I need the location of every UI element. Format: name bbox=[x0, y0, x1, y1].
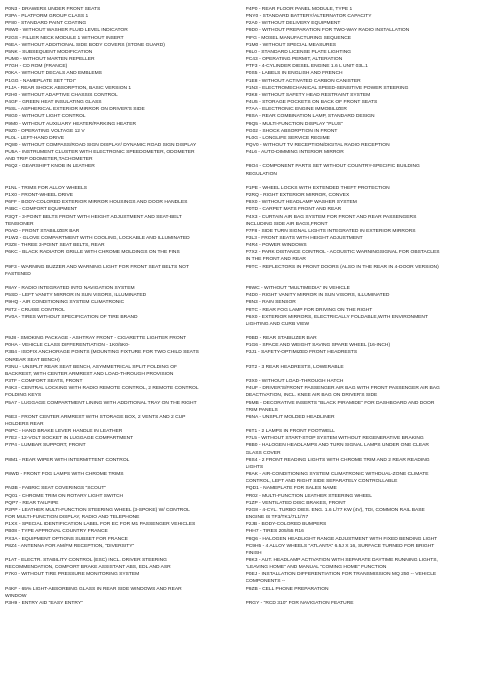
option-line: P6NA - UNSPLIT MOLDED HEADLINER bbox=[245, 414, 335, 420]
option-line: P8S4 - 2 FRONT READING LIGHTS WITH CHROME TRIM AND 2 REAR READING bbox=[245, 457, 430, 463]
option-line: P1NL - TRIMS FOR ALLOY WHEELS bbox=[5, 185, 87, 191]
option-line: P3B4 - ISOFIX ANCHORAGE POINTS (MOUNTING FIXTURE FOR TWO CHILD SEATS bbox=[5, 350, 199, 356]
option-line: P0N3 - DRAWERS UNDER FRONT SEATS bbox=[5, 7, 101, 12]
option-line: P3NU - UNSPLIT REAR SEAT BENCH, ASYMMETRICAL SPLIT FOLDING OF bbox=[5, 364, 178, 370]
option-line: P4BC - COMFORT EQUIPMENT bbox=[5, 207, 78, 213]
option-line: P6L0 - STANDARD LICENSE PLATE LIGHTING bbox=[245, 49, 352, 55]
option-block bbox=[5, 335, 482, 607]
option-line: P4X3 - CURTAIN AIR BAG SYSTEM FOR FRONT AND REAR PASSENGERS bbox=[245, 214, 417, 220]
option-line: P5SL - ASPHERICAL EXTERIOR MIRROR ON DRIVER'S SIDE bbox=[5, 107, 145, 113]
option-line: P5MB - DECORATIVE INSERTS "BLACK PIRAMIDE" FOR DASHBOARD AND DOOR bbox=[245, 400, 435, 406]
option-line: P8T2 - CRUISE CONTROL bbox=[5, 307, 65, 313]
option-line: DEACTIVATION, INCL. KNEE AIR BAG ON DRIVER'S SIDE bbox=[245, 393, 378, 399]
option-line: PQV0 - WITHOUT TV RECEPTION/DIGITAL RADIO RECEPTION bbox=[245, 142, 390, 148]
option-line: P9J8 - SMOKING PACKAGE - ASHTRAY FRONT - CIGARETTE LIGHTER FRONT bbox=[5, 336, 187, 342]
option-line: P7GH - CD ROM (FRANCE) bbox=[5, 64, 68, 70]
option-line: P9Z0 - OPERATING VOLTAGE 12 V bbox=[5, 128, 85, 134]
option-line: P9Q5 - MULTI-FUNCTION DISPLAY "PLUS" bbox=[245, 121, 343, 127]
option-line: P3T2 - 3 REAR HEADRESTS, LOWERABLE bbox=[245, 364, 344, 370]
option-line: COMPONENTS -- bbox=[245, 579, 286, 585]
option-line: PG02 - SHOCK ABSORPTION IN FRONT bbox=[245, 128, 338, 134]
option-line: RECOMMENDATION, COMFORT BRAKE ASSISTANT ABS, EDL AND ASR bbox=[5, 565, 171, 571]
option-line: P1G6 - SPACE AND WEIGHT SAVING SPARE WHEEL (16-INCH) bbox=[245, 343, 391, 349]
option-line: P8B0 - HALOGEN HEADLAMPS AND TURN SIGNAL LAMPS UNDER ONE CLEAR bbox=[245, 443, 429, 449]
option-line: P0BD - REAR STABILIZER BAR bbox=[245, 336, 317, 342]
option-line: P4UF - DRIVER'S/FRONT PASSENGER AIR BAG WITH FRONT PASSENGER AIR BAG bbox=[245, 386, 440, 392]
option-line: P4D0 - RIGHT VANITY MIRROR IN SUN VISORS, ILLUMINATED bbox=[245, 293, 390, 299]
option-line: P2GS - FILLER NECK MODULE 1 WITHOUT INSERT bbox=[5, 35, 124, 41]
option-line: P9ZB - CELL PHONE PREPARATION bbox=[245, 586, 329, 592]
option-line: P3QT - 3-POINT BELTS FRONT WITH HEIGHT ADJUSTMENT AND SEAT-BELT bbox=[5, 214, 182, 220]
blank-line bbox=[5, 464, 239, 471]
option-line: BACKREST, WITH CENTER ARMREST AND LOAD-THROUGH PROVISION bbox=[5, 371, 174, 377]
option-line: P2A0 - WITHOUT DELIVERY EQUIPMENT bbox=[245, 21, 341, 27]
option-line: P1X0 - FRONT-WHEEL DRIVE bbox=[5, 193, 74, 199]
option-line: PTF3 - 4-CYLINDER DIESEL ENGINE 1.6 L UNIT 03L.1 bbox=[245, 64, 368, 70]
option-line: P6KC - BLACK RADIATOR GRILLE WITH CHROME MOLDINGS ON THE FINS bbox=[5, 250, 180, 256]
option-line: P6E3 - FRONT CENTER ARMREST WITH STORAGE BOX, 2 VENTS AND 2 CUP bbox=[5, 414, 186, 420]
blank-line bbox=[5, 256, 239, 263]
option-line: PC9H5 - 4 ALLOY WHEELS "ATLANTA" 6.5J X 16, SURFACE TURNED FOR BRIGHT bbox=[245, 543, 435, 549]
option-line: LIGHTING AND CURB VIEW bbox=[245, 321, 310, 327]
option-line: P8TC - REAR FOG LAMP FOR DRIVING ON THE RIGHT bbox=[245, 307, 373, 313]
option-line: P9M0 - WITHOUT AUXILIARY HEATER/PARKING HEATER bbox=[5, 121, 136, 127]
left-column bbox=[5, 335, 244, 607]
option-line: HOLDERS REAR bbox=[5, 422, 44, 428]
option-line: P1N3 - ELECTROMECHANICAL SPEED-SENSITIVE POWER STEERING bbox=[245, 85, 409, 91]
option-line: TENSIONER bbox=[5, 221, 34, 227]
option-line: P3L3 - FRONT SEATS WITH HEIGHT ADJUSTMENT bbox=[245, 235, 363, 241]
option-line: P8Z4 - ANTENNA FOR AM/FM RECEPTION, "DIVERSITY" bbox=[5, 543, 135, 549]
option-line: P1PE - WHEEL LOCKS WITH EXTENDED THEFT PROTECTION bbox=[245, 185, 390, 191]
option-line: P5A7 - LUGGAGE COMPARTMENT LINING WITH ADDITIONAL TRAY ON THE RIGHT bbox=[5, 400, 197, 406]
right-column bbox=[244, 285, 483, 328]
option-line: P8Q6 - HALOGEN HEADLIGHT RANGE ADJUSTMENT WITH FIXED BENDING LIGHT bbox=[245, 536, 438, 542]
option-line: P1W2 - GLOVE COMPARTMENT WITH COOLING, LOCKABLE AND ILLUMINATED bbox=[5, 235, 190, 241]
option-block bbox=[5, 185, 482, 278]
option-line: P1M0 - WITHOUT SPECIAL MEASURES bbox=[245, 42, 336, 48]
option-line: P8N3 - RAIN SENSOR bbox=[245, 300, 296, 306]
option-line: P5NK - SUBSEQUENT MODIFICATION bbox=[5, 49, 93, 55]
option-line: PUM0 - WITHOUT MARTEN REPELLER bbox=[5, 57, 95, 63]
option-line: P8O4 - COMPONENT PARTS SET WITHOUT COUNTRY-SPECIFIC BUILDING bbox=[245, 164, 420, 170]
left-column bbox=[5, 6, 244, 178]
option-line: FINISH bbox=[245, 550, 262, 556]
blank-line bbox=[246, 421, 483, 428]
option-line: P7P4 - LUMBAR SUPPORT, FRONT bbox=[5, 443, 86, 449]
option-line: P0AD - FRONT STABILIZER BAR bbox=[5, 228, 80, 234]
option-line: P8AK - AIR-CONDITIONING SYSTEM CLIMATRONIC WITHDUAL-ZONE CLIMATE bbox=[245, 472, 429, 478]
option-line: P7L5 - WITHOUT START-STOP SYSTEM WITHOUT REGENERATIVE BRAKING bbox=[245, 436, 424, 442]
option-line: P9F3 - WARNING BUZZER AND WARNING LIGHT FOR FRONT SEAT BELTS NOT bbox=[5, 264, 189, 270]
option-line: "LEAVING HOME" AND MANUAL "COMING HOME" FUNCTION bbox=[245, 565, 387, 571]
option-line: P7K0 - WITHOUT TIRE PRESSURE MONITORING SYSTEM bbox=[5, 572, 140, 578]
option-line: AND TRIP ODOMETER,TACHOMETER bbox=[5, 157, 93, 163]
blank-line bbox=[246, 371, 483, 378]
blank-line bbox=[246, 357, 483, 364]
option-line: P4P0 - REAR FLOOR PANEL MODULE, TYPE 1 bbox=[245, 7, 353, 12]
option-line: IN THE FRONT AND REAR bbox=[245, 257, 306, 263]
option-line: P3PA - PLATFORM GROUP CLASS 1 bbox=[5, 14, 89, 20]
option-line: P8WD - FRONT FOG LAMPS WITH CHROME TRIMS bbox=[5, 472, 124, 478]
option-line: FASTENED bbox=[5, 271, 31, 277]
option-line: PR02 - MULTI-FUNCTION LEATHER STEERING WHEEL bbox=[245, 493, 372, 499]
option-line: P2PP - LEATHER MULTI-FUNCTION STEERING WHEEL (3-SPOKE) W/ CONTROL bbox=[5, 507, 190, 513]
option-line: PX3A - EQUIPMENT OPTIONS SUBSET FOR FRANCE bbox=[5, 536, 128, 542]
option-line: WINDOW bbox=[5, 593, 27, 599]
option-line: P4R4 - POWER WINDOWS bbox=[245, 243, 307, 249]
blank-line bbox=[5, 550, 239, 557]
option-line: P8SA - REAR COMBINATION LAMP, STANDARD DESIGN bbox=[245, 114, 375, 120]
option-line: P3J1 - SAFETY-OPTIMIZED FRONT HEADRESTS bbox=[245, 350, 358, 356]
option-line: P9D0 - WITHOUT PREPARATION FOR TWO-WAY RADIO INSTALLATION bbox=[245, 28, 410, 34]
option-block bbox=[5, 6, 482, 178]
option-line: P0TD - CARPET MATS FRONT AND REAR bbox=[245, 207, 342, 213]
left-column bbox=[5, 285, 244, 328]
option-line: P4U5 - STORAGE POCKETS ON BACK OF FRONT SEATS bbox=[245, 100, 378, 106]
option-line: P2RQ - RIGHT EXTERIOR MIRROR, CONVEX bbox=[245, 193, 350, 199]
block-spacer bbox=[5, 278, 482, 285]
option-line: P3H9 - ENTRY AID "EASY ENTRY" bbox=[5, 600, 83, 606]
option-line: PRGY - "RCD 310" FOR NAVIGATION FEATURE bbox=[245, 600, 354, 606]
option-line: PN3B - FABRIC SEAT COVERINGS "SCOUT" bbox=[5, 486, 107, 492]
option-line: GLASS COVER bbox=[245, 450, 281, 456]
option-line: P9TC - REFLECTORS IN FRONT DOORS (ALSO IN THE REAR IN 4-DOOR VERSION) bbox=[245, 264, 439, 270]
option-line: P1JA - REAR SHOCK ABSORPTION, BASIC VERSION 1 bbox=[5, 85, 132, 91]
option-line: P0S5 - LABELS IN ENGLISH AND FRENCH bbox=[245, 71, 343, 77]
option-line: PQ01 - CHROME TRIM ON ROTARY LIGHT SWITCH bbox=[5, 493, 124, 499]
option-line: P7F8 - SIDE TURN SIGNAL LIGHTS INTEGRATED IN EXTERIOR MIRRORS bbox=[245, 228, 416, 234]
option-line: P0EJ - INSTALLATION DIFFERENTIATION FOR TRANSMISSION MQ 250 -- VEHICLE bbox=[245, 572, 437, 578]
option-line: ONREAR SEAT BENCH) bbox=[5, 357, 60, 363]
option-line: PL0G - LONGLIFE SERVICE REGIME bbox=[245, 135, 330, 141]
option-line: P3X0 - WITHOUT LOAD-THROUGH HATCH bbox=[245, 379, 344, 385]
option-line: P3TF - COMFORT SEATS, FRONT bbox=[5, 379, 83, 385]
option-line: FOR MULTI-FUNCTION DISPLAY, RADIO AND TELEPHONE bbox=[5, 515, 140, 521]
option-line: FOLDING KEYS bbox=[5, 393, 42, 399]
option-line: P9WC - WITHOUT "MULTIMEDIA" IN VEHICLE bbox=[245, 286, 350, 292]
option-line: P0KA - WITHOUT DECALS AND EMBLEMS bbox=[5, 71, 102, 77]
option-line: P6PC - HAND BRAKE LEVER HANDLE IN LEATHER bbox=[5, 429, 123, 435]
option-line: PF80 - STANDARD PAINT COATING bbox=[5, 21, 87, 27]
option-line: PIFG - MOSEL MANUFACTURING SEQUENCE bbox=[245, 35, 352, 41]
option-line: TRIM PANELS bbox=[245, 407, 278, 413]
option-line: P4L6 - AUTO-DIMMING INTERIOR MIRROR bbox=[245, 150, 344, 156]
option-line: P8K3 - AUT. HEADLAMP ACTIVATION WITH SEPARATE DAYTIME RUNNING LIGHTS, bbox=[245, 557, 438, 563]
option-line: P2H0 - WITHOUT ADAPTIVE CHASSIS CONTROL bbox=[5, 92, 118, 98]
equipment-code-list bbox=[5, 6, 482, 607]
option-line: PC43 - OPERATING PERMIT, ALTERATION bbox=[245, 57, 343, 63]
option-line: PQ80 - WITHOUT COMPASS/ROAD SIGN DISPLAY/ DYNAMIC ROAD SIGN DISPLAY bbox=[5, 142, 197, 148]
option-line: CONTROL, LEFT AND RIGHT SIDE SEPARATELY CONTROLLABLE bbox=[245, 479, 398, 485]
option-line: P7E2 - 12-VOLT SOCKET IN LUGGAGE COMPARTMENT bbox=[5, 436, 134, 442]
option-line: P2G8 - 4-CYL. TURBO DIES. ENG. 1.6 L/77 KW (4V), TDI, COMMON RAIL BASE bbox=[245, 507, 425, 513]
option-line: PQP7 - REAR TAILPIPE bbox=[5, 500, 59, 506]
blank-line bbox=[5, 578, 239, 585]
option-line: P1GG - NAMEPLATE SET "TDI" bbox=[5, 78, 76, 84]
option-line: P8AY - RADIO INTEGRATED INTO NAVIGATION SYSTEM bbox=[5, 286, 135, 292]
option-line: PB08 - TYPE APPROVAL COUNTRY FRANCE bbox=[5, 529, 108, 535]
option-line: ENGINE IS TF3/TK1/7L1/7I7 bbox=[245, 515, 309, 521]
option-line: P1ZP - VENTILATED DISC BRAKES, FRONT bbox=[245, 500, 346, 506]
option-line: LIGHTS bbox=[245, 464, 264, 470]
option-line: PQD1 - NAMEPLATE FOR SALES NAME bbox=[245, 486, 337, 492]
option-line: P4K3 - CENTRAL LOCKING WITH RADIO REMOTE CONTROL, 2 REMOTE CONTROL bbox=[5, 386, 199, 392]
option-line: P1E8 - WITHOUT ACTIVATED CARBON CANISTER bbox=[245, 78, 361, 84]
option-line: P5SD - LEFT VANITY MIRROR IN SUN VISORS, ILLUMINATED bbox=[5, 293, 147, 299]
option-line: REGULATION bbox=[245, 171, 277, 177]
option-line: P6Q2 - GEARSHIFT KNOB IN LEATHER bbox=[5, 164, 95, 170]
right-column bbox=[244, 335, 483, 607]
option-line: P6EA - WITHOUT ADDITIONAL SIDE BODY COVERS (STONE GUARD) bbox=[5, 42, 165, 48]
blank-line bbox=[5, 478, 239, 485]
option-line: P3K8 - WITHOUT SAFETY HEAD RESTRAINT SYSTEM bbox=[245, 92, 371, 98]
option-line: P8W0 - WITHOUT WASHER FLUID LEVEL INDICATOR bbox=[5, 28, 128, 34]
option-line: P6T1 - 2 LAMPS IN FRONT FOOTWELL bbox=[245, 429, 335, 435]
option-line: P1XX - SPECIAL IDENTIFICATION LABEL FOR EC FOR M1 PASSENGER VEHICLES bbox=[5, 522, 196, 528]
option-line: PU5A - INSTRUMENT CLUSTER WITH ELECTRONIC SPEEDOMETER, ODOMETER bbox=[5, 150, 195, 156]
option-line: P6X0 - EXTERIOR MIRRORS, ELECTRICALLY FOLDABLE,WITH ENVIRONMENT bbox=[245, 314, 428, 320]
option-line: P4GF - GREEN HEAT INSULATING GLASS bbox=[5, 100, 102, 106]
option-line: P4KF - 65% LIGHT-ABSORBING GLASS IN REAR SIDE WINDOWS AND REAR bbox=[5, 586, 182, 592]
blank-line bbox=[246, 593, 483, 600]
option-line: P6FF - BODY-COLORED EXTERIOR MIRROR HOUSINGS AND DOOR HANDLES bbox=[5, 200, 188, 206]
option-line: P8X0 - WITHOUT HEADLAMP WASHER SYSTEM bbox=[245, 200, 357, 206]
option-line: P2JB - BODY-COLORED BUMPERS bbox=[245, 522, 327, 528]
option-line: PL0L - LEFT-HAND DRIVE bbox=[5, 135, 65, 141]
option-line: P1AT - ELECTR. STABILITY CONTROL (ESC) INCL. DRIVER STEERING bbox=[5, 557, 167, 563]
block-spacer bbox=[5, 178, 482, 185]
blank-line bbox=[246, 156, 483, 163]
blank-line bbox=[5, 450, 239, 457]
option-line: P8M1 - REAR WIPER WITH INTERMITTENT CONTROL bbox=[5, 457, 130, 463]
blank-line bbox=[5, 407, 239, 414]
option-line: INCLUDING SIDE AIR BAGS,FRONT bbox=[245, 221, 328, 227]
option-line: P7AA - ELECTRONIC ENGINE IMMOBILIZER bbox=[245, 107, 347, 113]
option-line: P7X2 - PARK DISTANCE CONTROL - ACOUSTIC WARNINGSIGNAL FOR OBSTACLES bbox=[245, 250, 440, 256]
option-line: PV0A - TIRES WITHOUT SPECIFICATION OF TIRE BRAND bbox=[5, 314, 138, 320]
option-line: P9HQ - AIR CONDITIONING SYSTEM CLIMATRONIC bbox=[5, 300, 125, 306]
option-block bbox=[5, 285, 482, 328]
right-column bbox=[244, 6, 483, 178]
option-line: P3Z8 - THREE 3-POINT SEAT BELTS, REAR bbox=[5, 243, 105, 249]
option-line: PHH7 - TIRES 205/55 R16 bbox=[245, 529, 304, 535]
block-spacer bbox=[5, 328, 482, 335]
option-line: PNY0 - STANDARD BATTERY/ALTERNATOR CAPACITY bbox=[245, 14, 372, 20]
option-line: P8G0 - WITHOUT LIGHT CONTROL bbox=[5, 114, 86, 120]
left-column bbox=[5, 185, 244, 278]
right-column bbox=[244, 185, 483, 278]
option-line: P0HA - VEHICLE CLASS DIFFERENTIATION - 1K0/5K0- bbox=[5, 343, 130, 349]
